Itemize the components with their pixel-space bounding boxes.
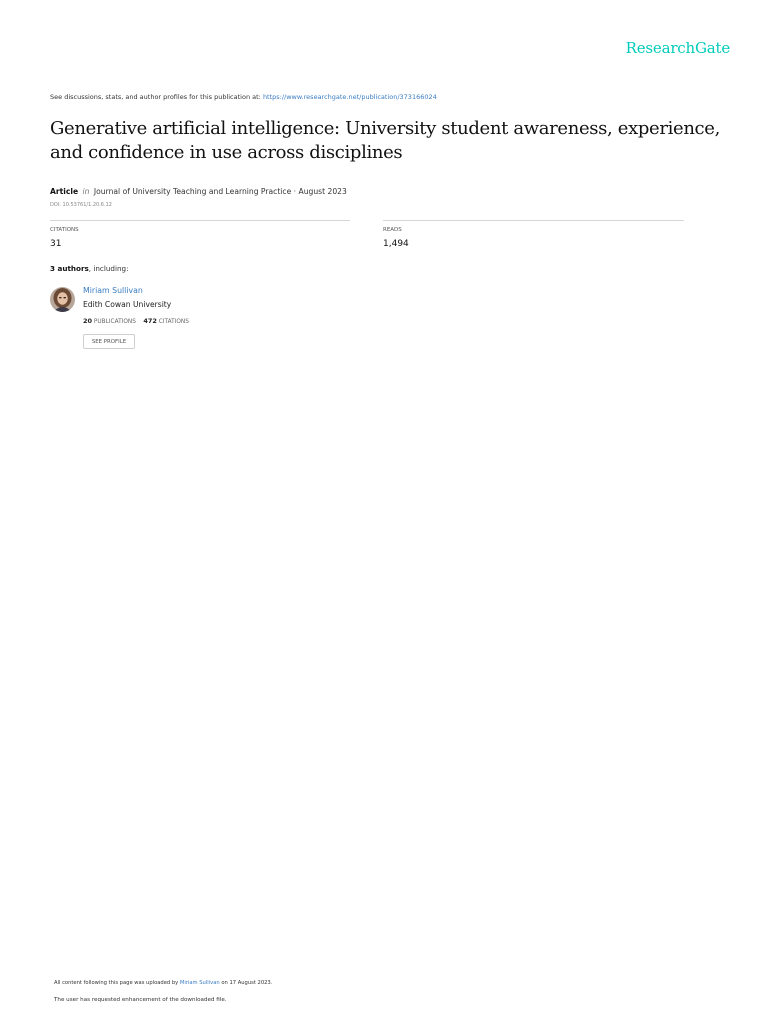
see-profile-button[interactable]: SEE PROFILE [83,334,135,349]
journal-name[interactable]: Journal of University Teaching and Learning Practice · August 2023 [93,187,347,196]
avatar-photo [50,287,75,312]
divider-citations [50,220,350,221]
avatar[interactable] [50,287,75,312]
discussion-prefix: See discussions, stats, and author profiles for this publication at: [50,93,261,101]
author-institution: Edith Cowan University [83,300,172,309]
authors-suffix: , including: [88,264,129,273]
enhancement-note: The user has requested enhancement of the downloaded file. [54,997,227,1003]
article-type: Article [50,187,79,196]
discussion-line [50,93,437,101]
author-publications-count: 20 [83,317,93,325]
author-name-link[interactable]: Miriam Sullivan [83,286,143,295]
reads-count: 1,494 [383,239,409,249]
author-citations-count: 472 [143,317,157,325]
author-stats [83,317,189,325]
uploader-link[interactable]: Miriam Sullivan [179,980,220,986]
author-citations-label: CITATIONS [158,319,189,325]
paper-title: Generative artificial intelligence: University student awareness, experience, and confidence in use across disciplines [50,118,720,163]
doi: DOI: 10.53761/1.20.6.12 [50,202,112,208]
reads-label: READS [383,227,402,233]
upload-notice [54,980,272,986]
author-publications-label: PUBLICATIONS [93,319,136,325]
citations-label: CITATIONS [50,227,79,233]
upload-suffix: on 17 August 2023. [221,980,273,986]
citations-count: 31 [50,239,62,249]
authors-count: 3 authors [50,264,89,273]
researchgate-logo[interactable]: ResearchGate [625,39,730,57]
in-label: in [82,187,90,196]
publication-meta [50,187,347,196]
publication-url-link[interactable]: https://www.researchgate.net/publication/373166024 [262,93,437,101]
authors-summary [50,264,129,273]
upload-prefix: All content following this page was uploaded by [54,980,179,986]
divider-reads [383,220,684,221]
